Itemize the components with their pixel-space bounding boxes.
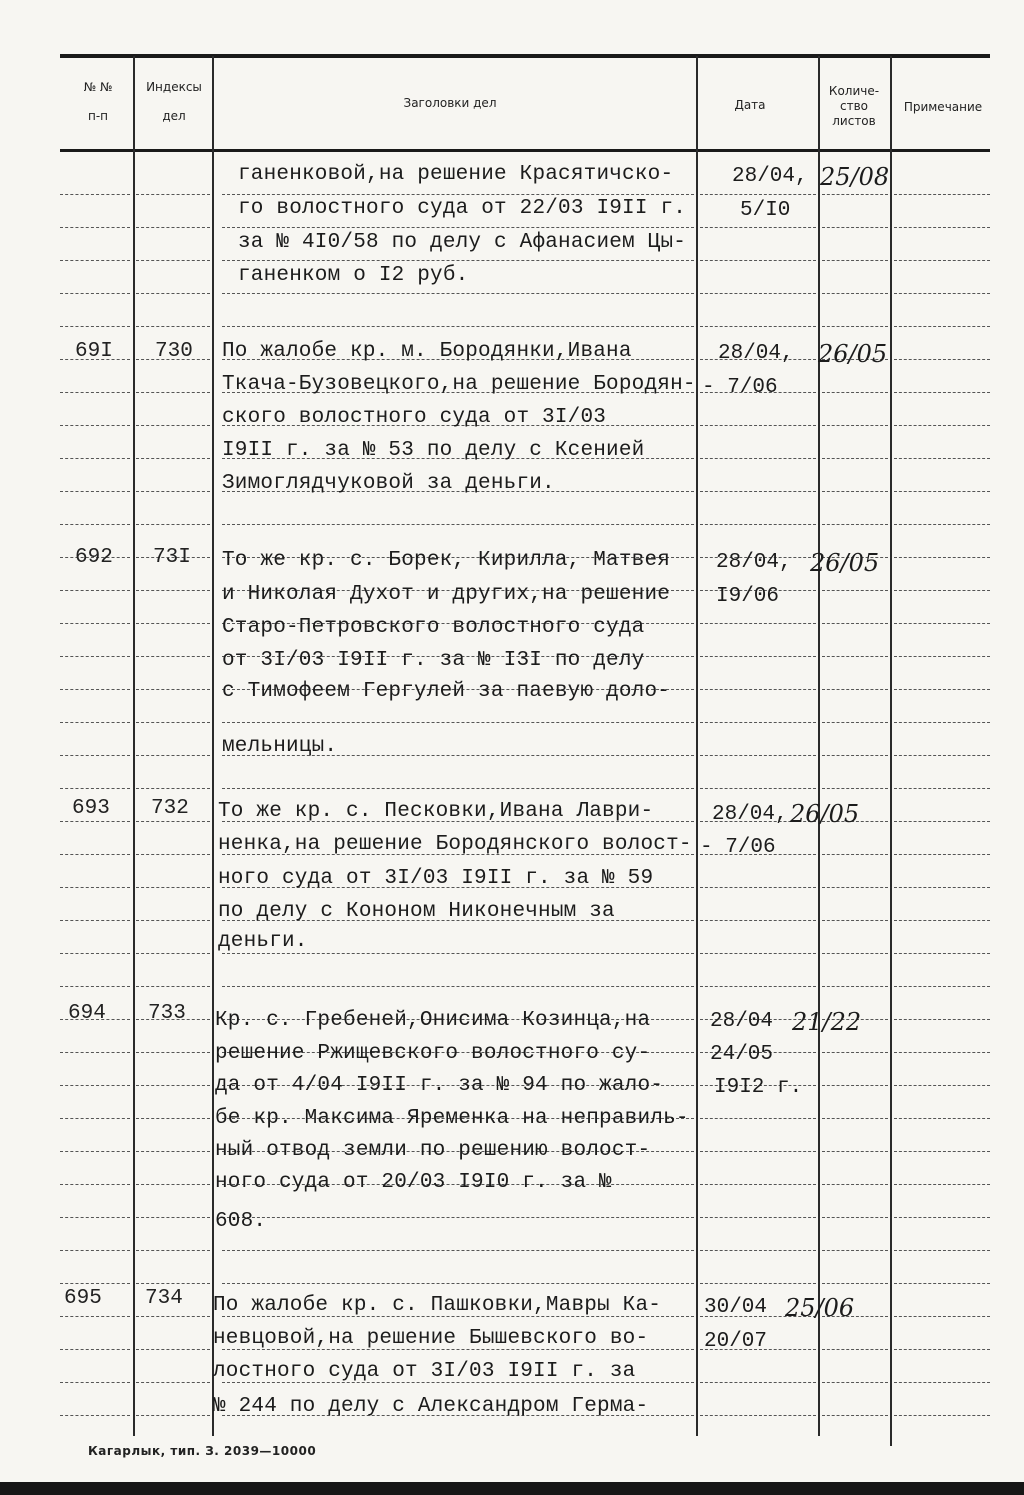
row-sheet-count: 25/08 (820, 163, 890, 191)
ruling-line (136, 1217, 210, 1219)
ruling-line (894, 293, 990, 295)
ruling-line (822, 326, 888, 328)
header-num-line1: № № (83, 80, 113, 94)
ruling-line (822, 1217, 888, 1219)
ruling-line (894, 821, 990, 823)
ruling-line (60, 722, 130, 724)
ruling-line (136, 491, 210, 493)
row-text-line: от 3I/03 I9II г. за № I3I по делу (222, 649, 645, 672)
ruling-line (136, 524, 210, 526)
ruling-line (700, 755, 816, 757)
header-sheets-line1: Количе- (828, 84, 880, 98)
ruling-line (60, 821, 130, 823)
ruling-line (136, 392, 210, 394)
ruling-line (700, 326, 816, 328)
ruling-line (822, 491, 888, 493)
row-text-line: № 244 по делу с Александром Герма- (213, 1395, 649, 1418)
ruling-line (60, 1052, 130, 1054)
ruling-line (136, 458, 210, 460)
row-text-line: 608. (215, 1210, 267, 1233)
ruling-line (60, 854, 130, 856)
ruling-line (822, 755, 888, 757)
ruling-line (822, 854, 888, 856)
ruling-line (60, 623, 130, 625)
ruling-line (822, 1415, 888, 1417)
ruling-line (894, 755, 990, 757)
ruling-line (822, 1250, 888, 1252)
ruling-line (894, 1118, 990, 1120)
ruling-line (136, 656, 210, 658)
row-text-line: ного суда от 20/03 I9I0 г. за № (215, 1171, 612, 1194)
ruling-line (822, 1085, 888, 1087)
ruling-line (894, 1382, 990, 1384)
ruling-line (222, 293, 694, 295)
ruling-line (700, 986, 816, 988)
ruling-line (136, 194, 210, 196)
ruling-line (700, 689, 816, 691)
header-index-line1: Индексы (146, 80, 202, 94)
ruling-line (136, 590, 210, 592)
ruling-line (894, 1085, 990, 1087)
row-sheet-count: 25/06 (785, 1294, 855, 1322)
ruling-line (60, 194, 130, 196)
ruling-line (60, 260, 130, 262)
ruling-line (60, 1382, 130, 1384)
ruling-line (136, 953, 210, 955)
row-text-line: ганенком о I2 руб. (238, 264, 469, 287)
ruling-line (700, 656, 816, 658)
ruling-line (60, 425, 130, 427)
ruling-line (894, 1052, 990, 1054)
row-text-line: Зимоглядчуковой за деньги. (222, 472, 555, 495)
header-index-line2: дел (162, 109, 186, 123)
ruling-line (894, 854, 990, 856)
top-rule (60, 54, 990, 58)
ruling-line (222, 227, 694, 229)
ruling-line (136, 1118, 210, 1120)
ruling-line (222, 953, 694, 955)
ruling-line (894, 590, 990, 592)
row-text-line: невцовой,на решение Бышевского во- (213, 1327, 649, 1350)
ruling-line (894, 689, 990, 691)
ruling-line (894, 1250, 990, 1252)
column-divider (212, 56, 214, 1436)
ruling-line (60, 590, 130, 592)
column-divider (818, 56, 820, 1436)
row-text-line: лостного суда от 3I/03 I9II г. за (213, 1360, 636, 1383)
ruling-line (700, 920, 816, 922)
ruling-line (894, 623, 990, 625)
ruling-line (700, 623, 816, 625)
row-date: 30/04 (704, 1296, 768, 1319)
row-sheet-count: 21/22 (792, 1008, 862, 1036)
ruling-line (136, 755, 210, 757)
ruling-line (822, 1382, 888, 1384)
ruling-line (894, 656, 990, 658)
ruling-line (822, 458, 888, 460)
ruling-line (222, 260, 694, 262)
ruling-line (894, 557, 990, 559)
ruling-line (60, 920, 130, 922)
ruling-line (136, 788, 210, 790)
ruling-line (822, 1052, 888, 1054)
ruling-line (222, 986, 694, 988)
row-text-line: То же кр. с. Песковки,Ивана Лаври- (218, 800, 654, 823)
ruling-line (136, 821, 210, 823)
header-note-label: Примечание (903, 100, 983, 114)
row-date: 28/04, (718, 342, 794, 365)
row-text-line: мельницы. (222, 735, 338, 758)
header-index-label (138, 80, 210, 124)
ruling-line (894, 986, 990, 988)
ruling-line (136, 1184, 210, 1186)
ruling-line (60, 1184, 130, 1186)
row-text-line: ганенковой,на решение Красятичско- (238, 163, 674, 186)
ruling-line (894, 1184, 990, 1186)
ruling-line (136, 1151, 210, 1153)
row-text-line: Ткача-Бузовецкого,на решение Бородян- (222, 373, 696, 396)
row-date: 28/04, (732, 165, 808, 188)
ruling-line (60, 1151, 130, 1153)
ruling-line (222, 1250, 694, 1252)
ruling-line (136, 722, 210, 724)
ruling-line (894, 458, 990, 460)
ruling-line (894, 1019, 990, 1021)
ruling-line (136, 1250, 210, 1252)
ruling-line (136, 1382, 210, 1384)
row-text-line: с Тимофеем Гергулей за паевую доло- (222, 680, 671, 703)
ruling-line (222, 1217, 694, 1219)
ruling-line (894, 524, 990, 526)
ruling-line (894, 1151, 990, 1153)
row-text-line: ный отвод земли по решению волост- (215, 1139, 651, 1162)
ruling-line (136, 1415, 210, 1417)
row-index: 73I (153, 546, 191, 569)
ruling-line (822, 953, 888, 955)
row-sheet-count: 26/05 (818, 340, 888, 368)
ruling-line (700, 491, 816, 493)
printer-imprint: Кагарлык, тип. З. 2039—10000 (88, 1444, 317, 1458)
column-divider (890, 56, 892, 1446)
row-sheet-count: 26/05 (810, 549, 880, 577)
row-text-line: Старо-Петровского волостного суда (222, 616, 645, 639)
ruling-line (60, 755, 130, 757)
ruling-line (894, 1415, 990, 1417)
ruling-line (700, 1250, 816, 1252)
ruling-line (894, 392, 990, 394)
ruling-line (60, 392, 130, 394)
row-number: 693 (72, 797, 110, 820)
row-date: 24/05 (710, 1043, 774, 1066)
ruling-line (60, 953, 130, 955)
ruling-line (222, 524, 694, 526)
ruling-line (700, 524, 816, 526)
ruling-line (700, 788, 816, 790)
row-number: 694 (68, 1002, 106, 1025)
ruling-line (136, 1085, 210, 1087)
ruling-line (60, 788, 130, 790)
ruling-line (822, 920, 888, 922)
ruling-line (894, 1316, 990, 1318)
ruling-line (136, 1283, 210, 1285)
ruling-line (136, 425, 210, 427)
row-number: 695 (64, 1287, 102, 1310)
ruling-line (700, 227, 816, 229)
ruling-line (894, 491, 990, 493)
ruling-line (822, 689, 888, 691)
ruling-line (822, 392, 888, 394)
ruling-line (822, 194, 888, 196)
ruling-line (822, 986, 888, 988)
row-text-line: за № 4I0/58 по делу с Афанасием Цы- (238, 231, 687, 254)
ruling-line (60, 326, 130, 328)
ruling-line (700, 953, 816, 955)
row-number: 69I (75, 340, 113, 363)
row-text-line: деньги. (218, 930, 308, 953)
ruling-line (136, 227, 210, 229)
row-date: I9/06 (716, 585, 780, 608)
header-num-label (68, 80, 128, 124)
ruling-line (60, 1415, 130, 1417)
ruling-line (894, 1349, 990, 1351)
ruling-line (822, 1283, 888, 1285)
header-num-line2: п-п (87, 109, 109, 123)
ruling-line (700, 1184, 816, 1186)
ruling-line (222, 722, 694, 724)
ruling-line (822, 227, 888, 229)
ruling-line (894, 788, 990, 790)
ruling-line (700, 1415, 816, 1417)
ruling-line (700, 1283, 816, 1285)
ruling-line (700, 194, 816, 196)
row-text-line: решение Ржищевского волостного су- (215, 1042, 651, 1065)
ruling-line (894, 887, 990, 889)
row-index: 732 (151, 797, 189, 820)
ruling-line (60, 227, 130, 229)
ruling-line (700, 722, 816, 724)
ruling-line (60, 1118, 130, 1120)
row-text-line: го волостного суда от 22/03 I9II г. (238, 197, 687, 220)
header-sheets-label (818, 84, 890, 129)
ruling-line (822, 1184, 888, 1186)
ruling-line (822, 656, 888, 658)
ruling-line (136, 1349, 210, 1351)
ruling-line (700, 458, 816, 460)
ruling-line (700, 887, 816, 889)
row-date: I9I2 г. (714, 1076, 803, 1099)
row-text-line: и Николая Духот и других,на решение (222, 583, 671, 606)
ruling-line (894, 227, 990, 229)
ruling-line (700, 1151, 816, 1153)
row-date: 28/04 (710, 1010, 774, 1033)
ruling-line (60, 1349, 130, 1351)
row-date: - 7/06 (702, 376, 778, 399)
ruling-line (822, 260, 888, 262)
ruling-line (894, 953, 990, 955)
ruling-line (822, 590, 888, 592)
ruling-line (136, 293, 210, 295)
ruling-line (60, 887, 130, 889)
ruling-line (136, 887, 210, 889)
ruling-line (222, 194, 694, 196)
ruling-line (822, 788, 888, 790)
ruling-line (894, 326, 990, 328)
ruling-line (60, 1316, 130, 1318)
ruling-line (222, 788, 694, 790)
ruling-line (894, 359, 990, 361)
ruling-line (700, 1382, 816, 1384)
ruling-line (822, 425, 888, 427)
row-index: 730 (155, 340, 193, 363)
ruling-line (894, 194, 990, 196)
ruling-line (894, 425, 990, 427)
ruling-line (700, 293, 816, 295)
ruling-line (894, 260, 990, 262)
ruling-line (700, 260, 816, 262)
ruling-line (60, 1217, 130, 1219)
row-sheet-count: 26/05 (790, 800, 860, 828)
ruling-line (700, 425, 816, 427)
ruling-line (136, 986, 210, 988)
row-date: 28/04, (716, 551, 792, 574)
row-text-line: I9II г. за № 53 по делу с Ксенией (222, 439, 645, 462)
row-text-line: То же кр. с. Борек, Кирилла, Матвея (222, 549, 671, 572)
ruling-line (894, 722, 990, 724)
header-rule (60, 149, 990, 152)
ruling-line (136, 1316, 210, 1318)
ruling-line (60, 524, 130, 526)
ruling-line (222, 326, 694, 328)
ruling-line (60, 293, 130, 295)
ruling-line (822, 887, 888, 889)
header-date-label: Дата (734, 98, 766, 112)
ruling-line (60, 458, 130, 460)
ruling-line (822, 1349, 888, 1351)
column-divider (133, 56, 135, 1436)
row-text-line: по делу с Кононом Никонечным за (218, 900, 615, 923)
row-index: 733 (148, 1002, 186, 1025)
row-text-line: бе кр. Максима Яременка на неправиль- (215, 1107, 689, 1130)
column-divider (696, 56, 698, 1436)
ruling-line (222, 1283, 694, 1285)
ruling-line (822, 524, 888, 526)
row-text-line: да от 4/04 I9II г. за № 94 по жало- (215, 1074, 664, 1097)
ruling-line (136, 623, 210, 625)
ruling-line (136, 920, 210, 922)
ruling-line (60, 986, 130, 988)
row-text-line: По жалобе кр. с. Пашковки,Мавры Ка- (213, 1294, 662, 1317)
row-text-line: ненка,на решение Бородянского волост- (218, 833, 692, 856)
header-title-label: Заголовки дел (403, 96, 497, 110)
ruling-line (700, 1217, 816, 1219)
row-date: 20/07 (704, 1330, 768, 1353)
ruling-line (60, 1085, 130, 1087)
ruling-line (894, 1217, 990, 1219)
ruling-line (136, 260, 210, 262)
row-date: - 7/06 (700, 836, 776, 859)
ruling-line (822, 1151, 888, 1153)
row-text-line: Кр. с. Гребеней,Онисима Козинца,на (215, 1009, 651, 1032)
ruling-line (894, 1283, 990, 1285)
bottom-edge (0, 1482, 1024, 1495)
ruling-line (136, 326, 210, 328)
ruling-line (60, 656, 130, 658)
header-sheets-line2: ство (839, 99, 868, 113)
ruling-line (136, 689, 210, 691)
ruling-line (60, 1283, 130, 1285)
ruling-line (700, 1118, 816, 1120)
ruling-line (822, 722, 888, 724)
ruling-line (136, 854, 210, 856)
ruling-line (60, 689, 130, 691)
ruling-line (894, 920, 990, 922)
ruling-line (60, 491, 130, 493)
ruling-line (822, 1118, 888, 1120)
row-date: 28/04, (712, 803, 788, 826)
header-sheets-line3: листов (832, 114, 876, 128)
ruling-line (60, 1250, 130, 1252)
row-index: 734 (145, 1287, 183, 1310)
row-text-line: По жалобе кр. м. Бородянки,Ивана (222, 340, 632, 363)
ruling-line (822, 623, 888, 625)
row-date: 5/I0 (740, 199, 791, 222)
row-number: 692 (75, 546, 113, 569)
ruling-line (822, 293, 888, 295)
row-text-line: ского волостного суда от 3I/03 (222, 406, 607, 429)
row-text-line: ного суда от 3I/03 I9II г. за № 59 (218, 867, 654, 890)
ruling-line (136, 1052, 210, 1054)
